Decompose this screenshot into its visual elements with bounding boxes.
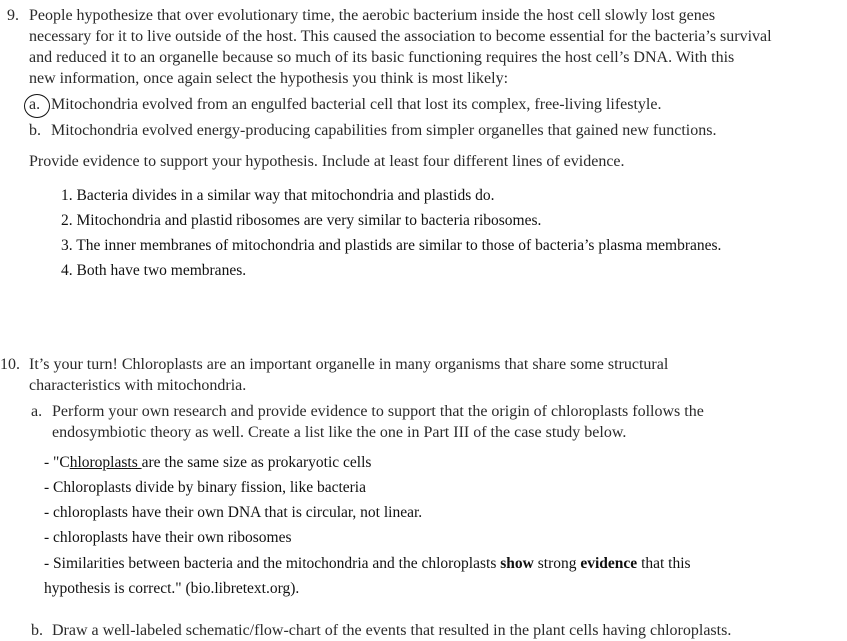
q9-number: 9.: [7, 7, 19, 24]
q9-line-3: and reduced it to an organelle because so much of its basic functioning requires the host cell’s DNA. With this: [29, 49, 735, 66]
q9-option-a-letter: a.: [29, 96, 41, 113]
q9-line-2: necessary for it to live outside of the host. This caused the association to become essential for the bacteria’s survival: [29, 28, 772, 45]
q10-part-a-line-2: endosymbiotic theory as well. Create a list like the one in Part III of the case study below.: [52, 424, 627, 441]
q10-part-a-letter: a.: [31, 403, 43, 420]
q10-answer-4: - chloroplasts have their own ribosomes: [44, 529, 292, 546]
q10-line-2: characteristics with mitochondria.: [29, 377, 247, 394]
q9-answer-4: 4. Both have two membranes.: [61, 262, 247, 279]
q10-part-a-line-1: Perform your own research and provide evidence to support that the origin of chloroplasts follows the: [52, 403, 704, 420]
q10-part-b-letter: b.: [31, 622, 43, 639]
q10-number: 10.: [0, 356, 20, 373]
q9-option-a-text: Mitochondria evolved from an engulfed bacterial cell that lost its complex, free-living lifestyle.: [51, 96, 662, 113]
q9-option-b-text: Mitochondria evolved energy-producing capabilities from simpler organelles that gained new functions.: [51, 122, 717, 139]
q9-answer-3: 3. The inner membranes of mitochondria and plastids are similar to those of bacteria’s plasma membranes.: [61, 237, 722, 254]
q10-answer-3: - chloroplasts have their own DNA that is circular, not linear.: [44, 504, 423, 521]
chloroplasts-underlined: hloroplasts: [69, 454, 142, 471]
q9-option-b-letter: b.: [29, 122, 41, 139]
q9-evidence-prompt: Provide evidence to support your hypothesis. Include at least four different lines of evidence.: [29, 153, 625, 170]
q10-answer-5: - Similarities between bacteria and the mitochondria and the chloroplasts show strong evidence that this: [44, 555, 691, 572]
q9-line-4: new information, once again select the hypothesis you think is most likely:: [29, 70, 509, 87]
q10-answer-1: - "Chloroplasts are the same size as prokaryotic cells: [44, 454, 372, 471]
q10-line-1: It’s your turn! Chloroplasts are an important organelle in many organisms that share some structural: [29, 356, 669, 373]
q10-part-b-text: Draw a well-labeled schematic/flow-chart of the events that resulted in the plant cells having chloroplasts.: [52, 622, 732, 639]
q9-line-1: People hypothesize that over evolutionary time, the aerobic bacterium inside the host cell slowly lost genes: [29, 7, 716, 24]
q10-answer-6: hypothesis is correct." (bio.libretext.org).: [44, 580, 300, 597]
q10-answer-2: - Chloroplasts divide by binary fission, like bacteria: [44, 479, 366, 496]
q9-answer-1: 1. Bacteria divides in a similar way that mitochondria and plastids do.: [61, 187, 495, 204]
q9-answer-2: 2. Mitochondria and plastid ribosomes are very similar to bacteria ribosomes.: [61, 212, 542, 229]
